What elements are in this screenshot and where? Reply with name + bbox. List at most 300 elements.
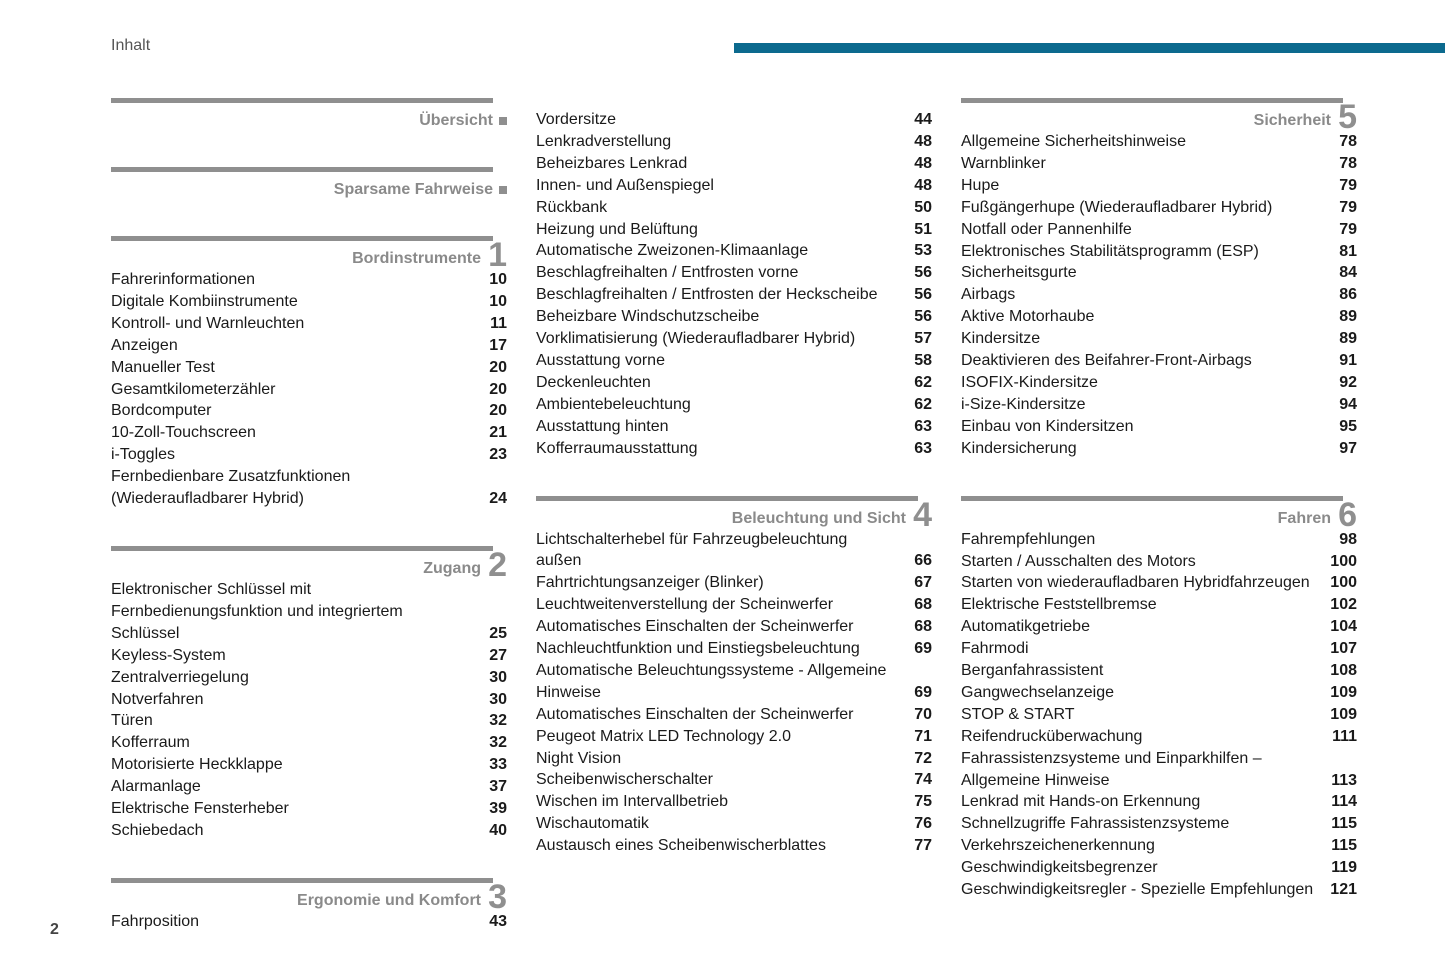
toc-entry-page: 79 xyxy=(1339,176,1357,194)
toc-column-1 xyxy=(111,98,507,933)
toc-entry[interactable] xyxy=(961,551,1357,573)
toc-entry-title: Austausch eines Scheibenwischerblattes xyxy=(536,837,826,855)
toc-entry-title: Beschlagfreihalten / Entfrosten der Heckscheibe xyxy=(536,286,878,304)
toc-entry-title: Allgemeine Sicherheitshinweise xyxy=(961,133,1187,150)
toc-entry[interactable] xyxy=(961,175,1357,197)
toc-entry-title: Rückbank xyxy=(536,198,608,216)
toc-entry-title: Beheizbares Lenkrad xyxy=(536,154,688,172)
toc-entry-title: Kontroll- und Warnleuchten xyxy=(111,314,305,332)
toc-entry-title: Deaktivieren des Beifahrer-Front-Airbags xyxy=(961,352,1252,370)
section-number: 6 xyxy=(1338,495,1357,534)
toc-entry-title: Peugeot Matrix LED Technology 2.0 xyxy=(536,727,791,745)
toc-entry-title: Nachleuchtfunktion und Einstiegsbeleuchtung xyxy=(536,640,860,658)
section-heading xyxy=(111,111,507,131)
toc-entry-title: ISOFIX-Kindersitze xyxy=(961,373,1098,391)
toc-entry-page: 23 xyxy=(489,446,507,464)
toc-entry[interactable] xyxy=(111,754,507,776)
toc-entry-title: Notfall oder Pannenhilfe xyxy=(961,220,1132,238)
toc-entry-title: Geschwindigkeitsregler - Spezielle Empfehlungen xyxy=(961,881,1314,899)
section-title: Bordinstrumente xyxy=(352,250,481,267)
toc-entry-page: 32 xyxy=(489,734,507,752)
toc-entry-list xyxy=(111,579,507,842)
toc-entry-title: Starten / Ausschalten des Motors xyxy=(961,552,1196,570)
toc-entry-title: Wischen im Intervallbetrieb xyxy=(536,793,729,811)
toc-entry-title: Ausstattung vorne xyxy=(536,351,665,369)
toc-entry[interactable] xyxy=(536,660,932,704)
section-gap xyxy=(111,842,507,878)
toc-entry[interactable] xyxy=(111,645,507,667)
toc-entry[interactable] xyxy=(961,306,1357,328)
toc-entry-page: 32 xyxy=(489,712,507,730)
toc-entry-page: 20 xyxy=(489,402,507,420)
toc-entry[interactable] xyxy=(961,791,1357,813)
toc-entry-page: 77 xyxy=(914,837,932,855)
toc-entry-title: Wischautomatik xyxy=(536,815,649,833)
toc-entry-page: 89 xyxy=(1339,308,1357,326)
toc-entry[interactable] xyxy=(536,306,932,328)
toc-entry-page: 58 xyxy=(914,351,932,369)
toc-entry-page: 102 xyxy=(1330,596,1357,614)
toc-entry-title: Schiebedach xyxy=(111,821,204,839)
toc-entry[interactable] xyxy=(536,835,932,857)
toc-entry-page: 68 xyxy=(914,596,932,614)
toc-entry[interactable] xyxy=(961,219,1357,241)
toc-entry-page: 115 xyxy=(1331,815,1357,833)
toc-entry-page: 95 xyxy=(1339,417,1357,435)
toc-entry-title: Berganfahrassistent xyxy=(961,662,1104,680)
toc-entry-page: 48 xyxy=(914,154,932,172)
toc-entry-title: Motorisierte Heckklappe xyxy=(111,756,283,774)
toc-entry-page: 68 xyxy=(914,618,932,636)
toc-entry[interactable] xyxy=(961,660,1357,682)
toc-column-3 xyxy=(961,98,1357,901)
toc-entry[interactable] xyxy=(961,813,1357,835)
toc-entry[interactable] xyxy=(111,579,507,645)
section-heading xyxy=(961,495,1357,534)
toc-entry-list xyxy=(111,911,507,933)
toc-entry-page: 33 xyxy=(489,756,507,774)
toc-entry[interactable] xyxy=(111,820,507,842)
toc-entry[interactable] xyxy=(536,219,932,241)
toc-entry[interactable] xyxy=(536,813,932,835)
toc-entry-title: Schnellzugriffe Fahrassistenzsysteme xyxy=(961,815,1230,833)
toc-entry[interactable] xyxy=(961,284,1357,306)
toc-entry[interactable] xyxy=(111,732,507,754)
toc-entry-page: 10 xyxy=(489,271,507,288)
toc-entry[interactable] xyxy=(111,357,507,379)
toc-entry[interactable] xyxy=(961,529,1357,551)
toc-entry[interactable] xyxy=(536,262,932,284)
header-accent-bar xyxy=(734,43,1445,53)
toc-entry-title: i-Toggles xyxy=(111,446,176,464)
toc-entry[interactable] xyxy=(961,572,1357,594)
toc-entry-title: Verkehrszeichenerkennung xyxy=(961,837,1155,855)
toc-section xyxy=(961,496,1357,901)
toc-entry[interactable] xyxy=(536,791,932,813)
section-rule xyxy=(536,496,918,501)
toc-entry-title: Hupe xyxy=(961,176,1000,194)
toc-entry-title: Automatisches Einschalten der Scheinwerfer xyxy=(536,705,854,723)
toc-entry-page: 57 xyxy=(914,330,932,348)
toc-entry-page: 115 xyxy=(1331,837,1357,855)
toc-entry[interactable] xyxy=(961,857,1357,879)
section-title: Sicherheit xyxy=(1253,112,1331,129)
section-heading xyxy=(111,545,507,584)
toc-entry-list xyxy=(961,529,1357,901)
square-bullet-icon xyxy=(499,117,507,125)
toc-entry-page: 84 xyxy=(1339,264,1357,282)
toc-entry-page: 97 xyxy=(1339,439,1357,457)
toc-entry[interactable] xyxy=(536,240,932,262)
toc-entry[interactable] xyxy=(961,438,1357,460)
toc-column-2 xyxy=(536,98,932,857)
toc-entry-page: 37 xyxy=(489,778,507,796)
toc-entry[interactable] xyxy=(536,638,932,660)
toc-entry-page: 79 xyxy=(1339,220,1357,238)
page-number: 2 xyxy=(50,921,59,938)
toc-entry[interactable] xyxy=(961,416,1357,438)
toc-entry-page: 121 xyxy=(1330,881,1357,899)
toc-entry[interactable] xyxy=(111,422,507,444)
toc-entry-title: Kofferraumausstattung xyxy=(536,439,698,457)
toc-entry[interactable] xyxy=(536,372,932,394)
toc-entry-title: Fahrempfehlungen xyxy=(961,530,1096,548)
toc-entry-title: Beheizbare Windschutzscheibe xyxy=(536,308,760,326)
section-title: Fahren xyxy=(1277,509,1331,527)
toc-entry[interactable] xyxy=(111,689,507,711)
toc-entry-page: 48 xyxy=(914,176,932,194)
square-bullet-icon xyxy=(499,186,507,194)
toc-entry-page: 75 xyxy=(914,793,932,811)
toc-entry-page: 30 xyxy=(489,690,507,708)
toc-entry-page: 100 xyxy=(1330,552,1357,570)
toc-entry[interactable] xyxy=(111,710,507,732)
toc-entry[interactable] xyxy=(961,748,1357,792)
toc-entry-page: 17 xyxy=(489,336,507,354)
toc-entry-title: Ausstattung hinten xyxy=(536,417,669,435)
section-title: Ergonomie und Komfort xyxy=(297,891,481,909)
toc-entry-page: 53 xyxy=(914,242,932,260)
toc-entry[interactable] xyxy=(536,284,932,306)
toc-entry[interactable] xyxy=(536,109,932,131)
toc-entry-title: Elektrische Fensterheber xyxy=(111,800,289,818)
toc-entry[interactable] xyxy=(961,241,1357,263)
toc-entry-title: Bordcomputer xyxy=(111,402,212,420)
toc-entry-page: 78 xyxy=(1339,133,1357,150)
toc-entry[interactable] xyxy=(961,616,1357,638)
toc-entry-page: 11 xyxy=(490,314,507,332)
toc-entry[interactable] xyxy=(536,416,932,438)
toc-entry-title: Fahrerinformationen xyxy=(111,271,256,288)
section-gap xyxy=(536,460,932,496)
toc-entry-title: Airbags xyxy=(961,286,1016,304)
toc-entry-title: Gangwechselanzeige xyxy=(961,683,1114,701)
toc-entry-title: Fahrmodi xyxy=(961,640,1029,658)
section-rule xyxy=(111,546,493,551)
page-header: Inhalt xyxy=(111,37,151,54)
toc-entry-title: Gesamtkilometerzähler xyxy=(111,380,276,398)
toc-entry[interactable] xyxy=(111,269,507,291)
toc-entry-title: Starten von wiederaufladbaren Hybridfahrzeugen xyxy=(961,574,1310,592)
toc-entry[interactable] xyxy=(961,594,1357,616)
toc-entry[interactable] xyxy=(961,835,1357,857)
toc-entry[interactable] xyxy=(536,616,932,638)
section-title: Beleuchtung und Sicht xyxy=(731,509,906,527)
toc-entry[interactable] xyxy=(111,444,507,466)
toc-entry[interactable] xyxy=(536,748,932,770)
toc-entry[interactable] xyxy=(961,153,1357,175)
toc-entry-title: Kindersitze xyxy=(961,330,1041,348)
toc-entry-page: 56 xyxy=(914,264,932,282)
section-number: 5 xyxy=(1338,98,1357,136)
section-heading xyxy=(111,236,507,274)
toc-section xyxy=(536,109,932,460)
toc-entry[interactable] xyxy=(111,379,507,401)
toc-entry[interactable] xyxy=(536,769,932,791)
toc-entry[interactable] xyxy=(961,328,1357,350)
toc-section xyxy=(111,236,507,510)
toc-entry-page: 92 xyxy=(1339,373,1357,391)
toc-entry-page: 50 xyxy=(914,198,932,216)
toc-entry-page: 56 xyxy=(914,286,932,304)
toc-entry-title: Automatikgetriebe xyxy=(961,618,1090,636)
toc-entry-title: Alarmanlage xyxy=(111,778,201,796)
toc-entry[interactable] xyxy=(536,197,932,219)
toc-entry-page: 86 xyxy=(1339,286,1357,304)
toc-entry-page: 108 xyxy=(1330,662,1357,680)
section-number: 2 xyxy=(488,545,507,584)
toc-entry-page: 74 xyxy=(914,771,932,789)
toc-entry-list xyxy=(961,131,1357,460)
toc-entry[interactable] xyxy=(961,879,1357,901)
toc-entry-title: Fernbedienbare Zusatzfunktionen (Wiederaufladbarer Hybrid) xyxy=(111,468,351,508)
toc-entry-page: 63 xyxy=(914,439,932,457)
toc-entry-page: 24 xyxy=(489,490,507,508)
toc-entry[interactable] xyxy=(111,313,507,335)
toc-entry[interactable] xyxy=(536,350,932,372)
toc-section xyxy=(536,496,932,858)
toc-entry-page: 20 xyxy=(489,380,507,398)
toc-entry-page: 111 xyxy=(1332,727,1357,745)
toc-entry-page: 39 xyxy=(489,800,507,818)
toc-entry-page: 98 xyxy=(1339,530,1357,548)
toc-entry-page: 109 xyxy=(1330,705,1357,723)
section-rule xyxy=(961,496,1343,501)
toc-entry-page: 89 xyxy=(1339,330,1357,348)
toc-entry[interactable] xyxy=(111,667,507,689)
toc-entry-title: Vordersitze xyxy=(536,111,617,128)
section-gap xyxy=(111,200,507,236)
toc-entry-list xyxy=(536,529,932,858)
toc-entry-page: 44 xyxy=(914,111,932,128)
toc-section xyxy=(111,878,507,933)
toc-entry-page: 107 xyxy=(1330,640,1357,658)
toc-entry-title: Digitale Kombiinstrumente xyxy=(111,292,298,310)
toc-entry-page: 70 xyxy=(914,705,932,723)
toc-entry-title: Scheibenwischerschalter xyxy=(536,771,713,789)
toc-entry-page: 51 xyxy=(914,220,932,238)
toc-entry[interactable] xyxy=(536,594,932,616)
toc-entry[interactable] xyxy=(536,153,932,175)
toc-entry-page: 27 xyxy=(489,646,507,664)
toc-entry[interactable] xyxy=(536,131,932,153)
section-number: 3 xyxy=(488,877,507,916)
toc-entry-title: Kindersicherung xyxy=(961,439,1077,457)
toc-entry[interactable] xyxy=(111,911,507,933)
toc-section xyxy=(961,98,1357,460)
toc-entry-title: Leuchtweitenverstellung der Scheinwerfer xyxy=(536,596,834,614)
toc-entry-page: 119 xyxy=(1331,859,1357,877)
toc-entry-page: 71 xyxy=(914,727,932,745)
toc-entry-title: 10-Zoll-Touchscreen xyxy=(111,424,256,442)
toc-section xyxy=(111,546,507,842)
section-gap xyxy=(111,510,507,546)
toc-entry-page: 40 xyxy=(489,821,507,839)
toc-entry-page: 81 xyxy=(1339,242,1357,260)
toc-entry-page: 66 xyxy=(914,552,932,570)
section-number: 1 xyxy=(488,236,507,274)
section-heading xyxy=(536,495,932,534)
toc-entry-title: Kofferraum xyxy=(111,734,190,752)
toc-entry-page: 30 xyxy=(489,668,507,686)
toc-entry-page: 21 xyxy=(489,424,507,442)
toc-entry[interactable] xyxy=(111,798,507,820)
toc-entry-title: Fahrtrichtungsanzeiger (Blinker) xyxy=(536,574,764,592)
toc-entry[interactable] xyxy=(961,394,1357,416)
toc-entry-page: 78 xyxy=(1339,154,1357,172)
toc-entry[interactable] xyxy=(111,291,507,313)
toc-entry-title: Heizung und Belüftung xyxy=(536,220,698,238)
toc-entry-page: 63 xyxy=(914,417,932,435)
toc-entry[interactable] xyxy=(536,572,932,594)
section-rule xyxy=(111,236,493,241)
toc-entry-title: Sicherheitsgurte xyxy=(961,264,1077,282)
toc-entry-page: 20 xyxy=(489,358,507,376)
toc-entry[interactable] xyxy=(536,394,932,416)
toc-entry-page: 104 xyxy=(1330,618,1357,636)
toc-entry-page: 79 xyxy=(1339,198,1357,216)
section-gap xyxy=(961,460,1357,496)
toc-entry[interactable] xyxy=(961,682,1357,704)
toc-entry-title: Night Vision xyxy=(536,749,622,767)
toc-entry-title: Aktive Motorhaube xyxy=(961,308,1095,326)
section-title: Sparsame Fahrweise xyxy=(333,181,493,198)
toc-entry-title: Anzeigen xyxy=(111,336,178,354)
toc-entry-title: Keyless-System xyxy=(111,646,226,664)
toc-entry-page: 76 xyxy=(914,815,932,833)
toc-entry-page: 67 xyxy=(914,574,932,592)
toc-entry-title: i-Size-Kindersitze xyxy=(961,395,1086,413)
toc-entry-page: 43 xyxy=(489,912,507,930)
toc-entry-title: Fahrposition xyxy=(111,912,200,930)
toc-entry-page: 69 xyxy=(914,640,932,658)
section-rule xyxy=(111,98,493,103)
toc-entry-title: Automatische Beleuchtungssysteme - Allgemeine Hinweise xyxy=(536,661,887,701)
toc-entry[interactable] xyxy=(536,704,932,726)
toc-entry-title: Zentralverriegelung xyxy=(111,668,249,686)
toc-entry-title: Elektronisches Stabilitätsprogramm (ESP) xyxy=(961,242,1259,260)
toc-entry[interactable] xyxy=(961,262,1357,284)
toc-entry-page: 109 xyxy=(1330,683,1357,701)
toc-entry[interactable] xyxy=(111,776,507,798)
toc-entry-page: 56 xyxy=(914,308,932,326)
toc-entry[interactable] xyxy=(111,335,507,357)
toc-entry-title: Manueller Test xyxy=(111,358,215,376)
toc-entry-title: Elektrische Feststellbremse xyxy=(961,596,1157,614)
section-title: Übersicht xyxy=(419,112,493,129)
toc-entry[interactable] xyxy=(961,638,1357,660)
toc-entry-title: Elektronischer Schlüssel mit Fernbedienungsfunktion und integriertem Schlüssel xyxy=(111,580,403,642)
toc-entry-title: Geschwindigkeitsbegrenzer xyxy=(961,859,1158,877)
toc-entry-page: 48 xyxy=(914,132,932,150)
toc-entry[interactable] xyxy=(111,400,507,422)
toc-section xyxy=(111,98,507,131)
toc-entry-title: Innen- und Außenspiegel xyxy=(536,176,714,194)
section-heading xyxy=(961,98,1357,136)
toc-entry-page: 113 xyxy=(1331,771,1357,789)
toc-entry-title: Lenkradverstellung xyxy=(536,132,672,150)
toc-entry-title: STOP & START xyxy=(961,705,1075,723)
toc-entry-page: 114 xyxy=(1331,793,1357,811)
toc-entry-page: 62 xyxy=(914,395,932,413)
section-heading xyxy=(111,877,507,916)
toc-entry[interactable] xyxy=(961,131,1357,153)
toc-entry-title: Lichtschalterhebel für Fahrzeugbeleuchtung außen xyxy=(536,530,848,570)
toc-entry[interactable] xyxy=(961,350,1357,372)
toc-entry[interactable] xyxy=(961,726,1357,748)
toc-entry-title: Fahrassistenzsysteme und Einparkhilfen – Allgemeine Hinweise xyxy=(961,749,1262,789)
toc-entry-title: Warnblinker xyxy=(961,154,1046,172)
section-title: Zugang xyxy=(423,559,481,577)
toc-entry[interactable] xyxy=(961,197,1357,219)
toc-entry-page: 91 xyxy=(1339,352,1357,370)
toc-entry-page: 100 xyxy=(1330,574,1357,592)
toc-entry[interactable] xyxy=(536,438,932,460)
section-rule xyxy=(111,878,493,883)
toc-entry-title: Ambientebeleuchtung xyxy=(536,395,691,413)
toc-entry[interactable] xyxy=(536,529,932,573)
toc-entry-page: 94 xyxy=(1339,395,1357,413)
toc-entry-title: Automatische Zweizonen-Klimaanlage xyxy=(536,242,809,260)
toc-entry-title: Vorklimatisierung (Wiederaufladbarer Hybrid) xyxy=(536,330,856,348)
toc-entry-page: 69 xyxy=(914,683,932,701)
toc-entry[interactable] xyxy=(111,466,507,510)
toc-entry[interactable] xyxy=(961,704,1357,726)
toc-entry[interactable] xyxy=(961,372,1357,394)
toc-entry-title: Fußgängerhupe (Wiederaufladbarer Hybrid) xyxy=(961,198,1273,216)
section-gap xyxy=(111,131,507,167)
toc-entry-title: Reifendrucküberwachung xyxy=(961,727,1143,745)
toc-entry[interactable] xyxy=(536,726,932,748)
toc-entry[interactable] xyxy=(536,175,932,197)
toc-entry-title: Lenkrad mit Hands-on Erkennung xyxy=(961,793,1201,811)
toc-entry-title: Türen xyxy=(111,712,153,730)
toc-entry-page: 10 xyxy=(489,292,507,310)
section-rule xyxy=(961,98,1343,103)
toc-entry-title: Deckenleuchten xyxy=(536,373,651,391)
toc-entry-title: Notverfahren xyxy=(111,690,204,708)
toc-entry-page: 25 xyxy=(489,624,507,642)
section-heading xyxy=(111,180,507,200)
toc-entry-page: 62 xyxy=(914,373,932,391)
section-number: 4 xyxy=(913,495,932,534)
toc-entry-title: Einbau von Kindersitzen xyxy=(961,417,1134,435)
toc-entry-title: Beschlagfreihalten / Entfrosten vorne xyxy=(536,264,799,282)
toc-entry-title: Automatisches Einschalten der Scheinwerfer xyxy=(536,618,854,636)
toc-entry-page: 72 xyxy=(914,749,932,767)
toc-entry-list xyxy=(536,109,932,460)
toc-entry[interactable] xyxy=(536,328,932,350)
